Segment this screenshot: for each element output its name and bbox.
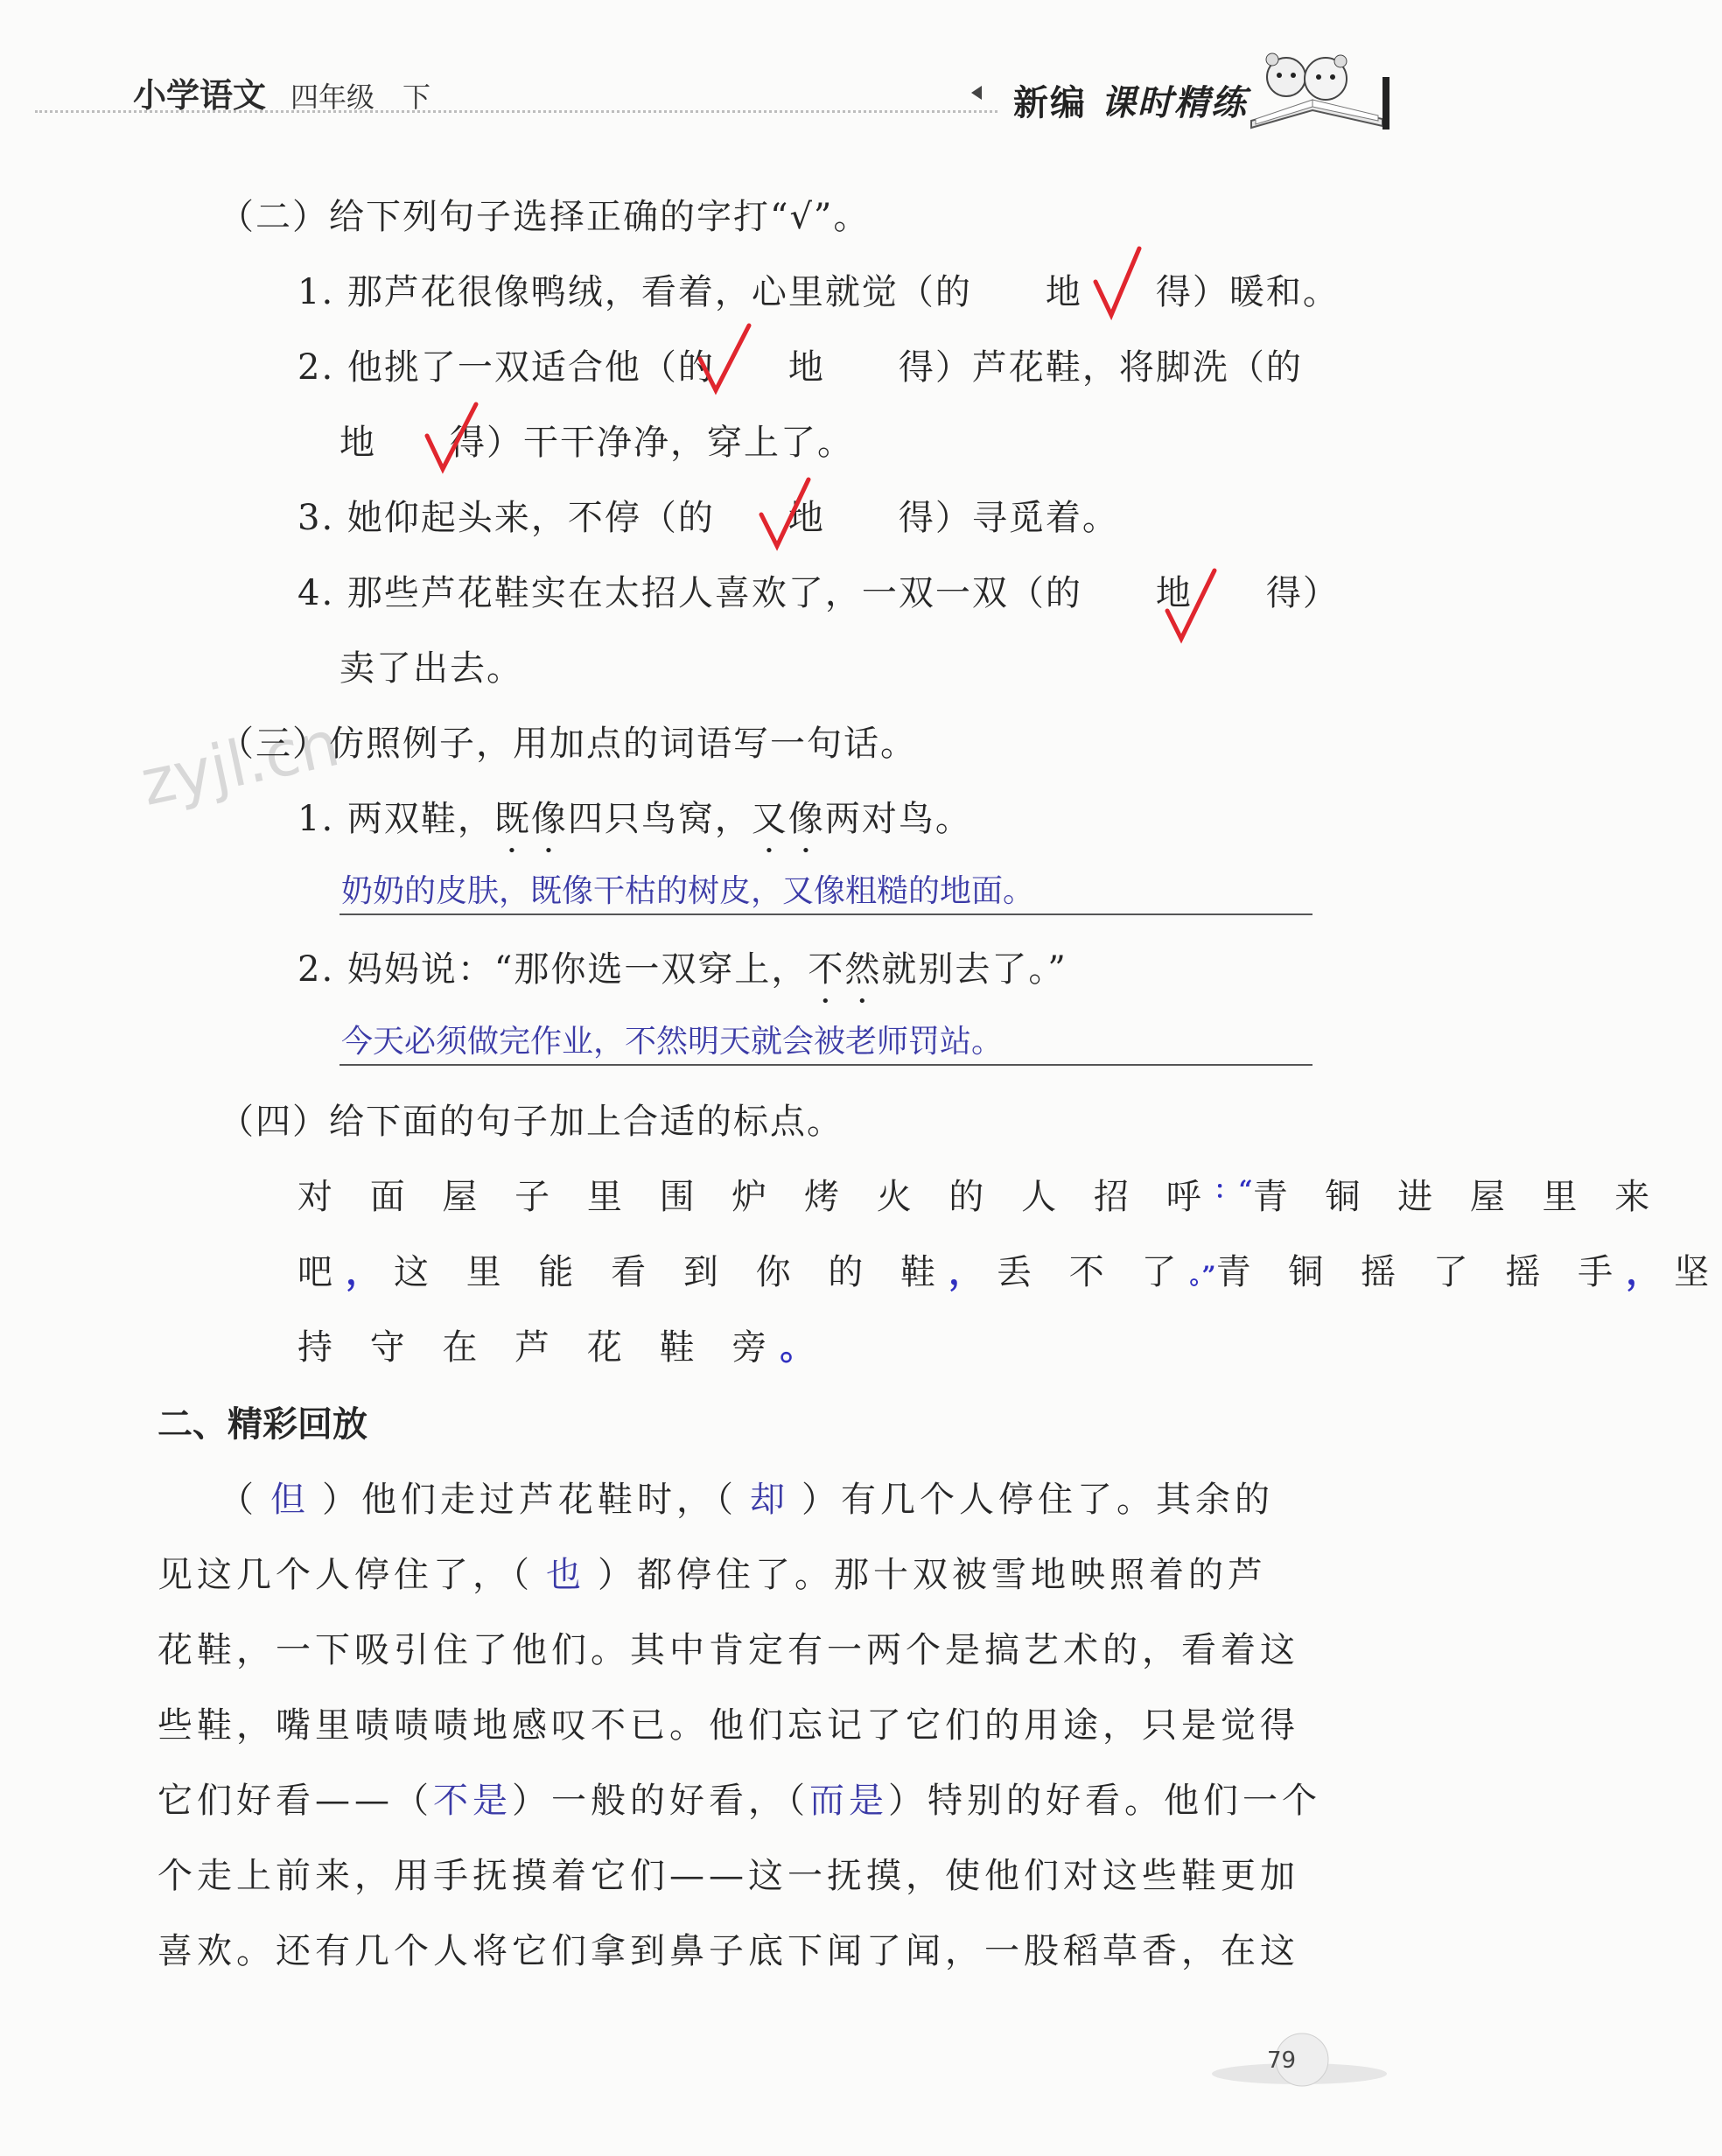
part4-line2: 吧，这 里 能 看 到 你 的 鞋，丢 不 了。”青 铜 摇 了 摇 手，坚: [298, 1251, 1722, 1292]
part4-line1: 对 面 屋 子 里 围 炉 烤 火 的 人 招 呼：“青 铜 进 屋 里 来: [298, 1175, 1663, 1217]
page-number-decoration: [1199, 2030, 1400, 2109]
check-mark: [1167, 570, 1214, 639]
check-mark: [700, 326, 749, 390]
part3-example1: 1. 两双鞋，既像四只鸟窝，又像两对鸟。: [298, 799, 972, 839]
reading-line5: 它们好看——（不是）一般的好看，（而是）特别的好看。他们一个: [158, 1781, 1321, 1821]
part2-q1: 1. 那芦花很像鸭绒，看着，心里就觉（的 地 得）暖和。: [298, 272, 1340, 312]
part3-example2: 2. 妈妈说：“那你选一双穿上，不然就别去了。”: [298, 949, 1068, 990]
part3-heading: （三）仿照例子，用加点的词语写一句话。: [219, 724, 917, 764]
grade-label: 四年级 下: [290, 80, 431, 114]
answer-line: [340, 1064, 1312, 1066]
page-number: 79: [1267, 2048, 1297, 2074]
reading-line3: 花鞋，一下吸引住了他们。其中肯定有一两个是搞艺术的，看着这: [158, 1630, 1299, 1670]
part4-heading: （四）给下面的句子加上合适的标点。: [219, 1102, 844, 1142]
series-title: 新编 课时精练: [1013, 82, 1248, 123]
check-mark: [1096, 248, 1139, 315]
watermark: zyjl.cn: [134, 706, 346, 820]
part3-answer2: 今天必须做完作业，不然明天就会被老师罚站。: [341, 1024, 1004, 1060]
part3-answer1: 奶奶的皮肤，既像干枯的树皮，又像粗糙的地面。: [341, 873, 1035, 909]
part4-line3: 持 守 在 芦 花 鞋 旁。: [298, 1326, 829, 1368]
part2-q4-line2: 卖了出去。: [340, 648, 523, 689]
reading-line7: 喜欢。还有几个人将它们拿到鼻子底下闻了闻，一股稻草香，在这: [158, 1931, 1299, 1971]
subject-label: 小学语文: [133, 76, 267, 115]
part2-q3: 3. 她仰起头来，不停（的 地 得）寻觅着。: [298, 498, 1119, 538]
check-mark: [427, 404, 476, 469]
check-mark: [761, 480, 808, 546]
reading-line2: 见这几个人停住了，（ 也 ）都停住了。那十双被雪地映照着的芦: [158, 1555, 1267, 1595]
section2-heading: 二、精彩回放: [158, 1404, 368, 1445]
reading-line6: 个走上前来，用手抚摸着它们——这一抚摸，使他们对这些鞋更加: [158, 1856, 1299, 1896]
part2-q2-line1: 2. 他挑了一双适合他（的 地 得）芦花鞋，将脚洗（的: [298, 347, 1303, 388]
part2-q2-line2: 地 得）干干净净，穿上了。: [340, 423, 854, 463]
reading-line4: 些鞋，嘴里啧啧啧地感叹不已。他们忘记了它们的用途，只是觉得: [158, 1705, 1299, 1746]
part2-heading: （二）给下列句子选择正确的字打“√”。: [219, 197, 871, 237]
reading-line1: （ 但 ）他们走过芦花鞋时，（ 却 ）有几个人停住了。其余的: [219, 1480, 1274, 1520]
part2-q4-line1: 4. 那些芦花鞋实在太招人喜欢了，一双一双（的 地 得）: [298, 573, 1340, 613]
answer-line: [340, 914, 1312, 915]
